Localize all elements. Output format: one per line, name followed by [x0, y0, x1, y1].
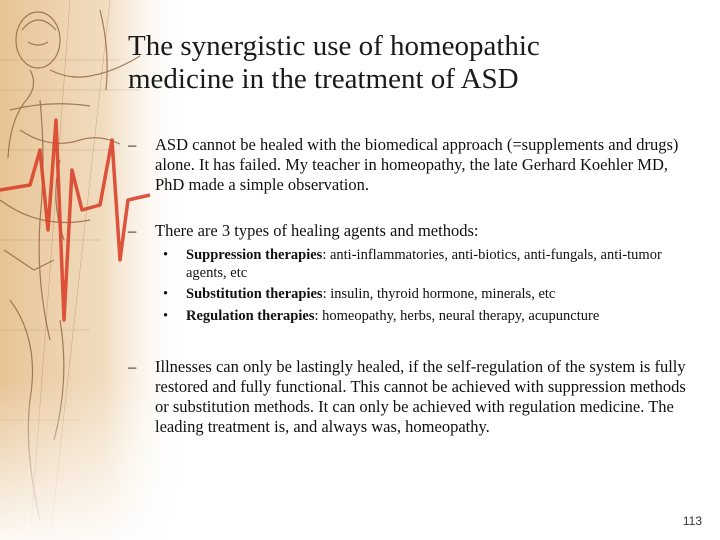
bullet-point-text: There are 3 types of healing agents and methods: [155, 221, 479, 240]
sub-bullet-item [128, 286, 700, 304]
bullet-dot-icon: • [163, 307, 169, 324]
dash-bullet-icon: – [128, 135, 137, 154]
slide-title-line-1: The synergistic use of homeopathic [128, 30, 540, 62]
bullet-point-text: ASD cannot be healed with the biomedical approach (=supplements and drugs) alone. It has failed. My teacher in homeopathy, the late Gerhard Koehler MD, PhD made a simple observation. [155, 135, 679, 194]
sub-bullet-separator: : [322, 286, 327, 302]
sub-bullet-text: anti-inflammatories, anti-biotics, anti-fungals, anti-tumor agents, etc [186, 247, 662, 281]
sub-bullet-item [128, 247, 700, 282]
slide-title [128, 30, 688, 96]
sub-bullet-separator: : [314, 307, 319, 324]
slide-title-line-2: medicine in the treatment of ASD [128, 63, 519, 95]
bullet-point [128, 135, 700, 195]
sub-bullet-list [128, 247, 700, 325]
sub-bullet-label: Regulation therapies [186, 307, 315, 324]
page-number: 113 [682, 514, 702, 528]
sub-bullet-item [128, 308, 700, 326]
bullet-point-text: Illnesses can only be lastingly healed, if the self-regulation of the system is fully restored and fully functional. This cannot be achieved with suppression methods or substitution methods. It can only be achieved with regulation medicine. The leading treatment is, and always was, homeopathy. [155, 357, 686, 436]
sub-bullet-label: Substitution therapies [186, 286, 323, 302]
bullet-point [128, 357, 700, 437]
sub-bullet-text: homeopathy, herbs, neural therapy, acupuncture [318, 307, 600, 324]
slide-body [128, 135, 700, 437]
sub-bullet-label: Suppression therapies [186, 247, 323, 263]
sub-bullet-text: insulin, thyroid hormone, minerals, etc [326, 286, 556, 302]
dash-bullet-icon: – [128, 357, 137, 376]
dash-bullet-icon: – [128, 221, 137, 240]
bullet-dot-icon: • [163, 247, 169, 263]
sub-bullet-separator: : [322, 247, 327, 263]
bullet-point [128, 221, 700, 241]
bullet-dot-icon: • [163, 286, 169, 302]
